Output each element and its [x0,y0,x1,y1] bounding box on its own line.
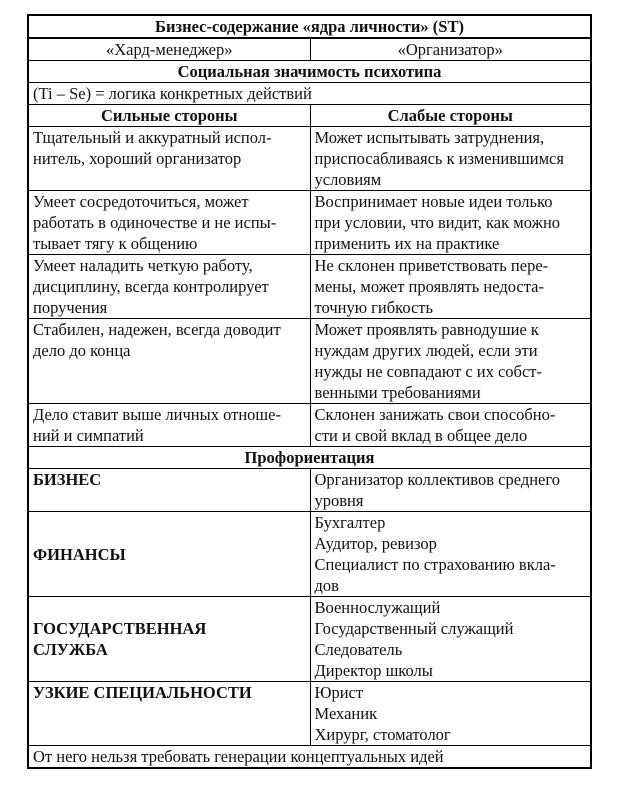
text-line: СЛУЖБА [33,640,108,659]
text-line: Следователь [314,640,403,659]
strength-cell [28,319,310,404]
career-row [28,469,591,512]
text-line: мены, может проявлять недоста- [314,277,544,296]
psychotype-table [27,14,592,769]
text-line: Может испытывать затруднения, [314,128,545,147]
text-line: Специалист по страхованию вкла- [314,555,556,574]
footer-note: От него нельзя требовать генерации концептуальных идей [28,746,591,769]
text-line: Воспринимает новые идеи только [314,192,553,211]
text-line: тывает тягу к общению [33,234,198,253]
strength-cell [28,191,310,255]
career-jobs [310,469,591,512]
strength-cell [28,404,310,447]
text-line: Умеет наладить четкую работу, [33,256,253,275]
text-line: сти и свой вклад в общее дело [314,426,528,445]
weakness-cell [310,255,591,319]
text-line: Стабилен, надежен, всегда доводит [33,320,281,339]
weakness-cell [310,191,591,255]
text-line: Не склонен приветствовать пере- [314,256,549,275]
text-line: Аудитор, ревизор [314,534,437,553]
header-weak: Слабые стороны [310,105,591,127]
text-line: условиям [314,170,382,189]
career-area [28,469,310,512]
text-line: работать в одиночестве и не испы- [33,213,277,232]
trait-row [28,191,591,255]
strength-cell [28,127,310,191]
trait-row [28,319,591,404]
career-jobs [310,512,591,597]
text-line: дисциплину, всегда контролирует [33,277,269,296]
text-line: БИЗНЕС [33,470,102,489]
text-line: Тщательный и аккуратный испол- [33,128,272,147]
career-area [28,597,310,682]
text-line: ФИНАНСЫ [33,544,126,564]
strength-cell [28,255,310,319]
text-line: ний и симпатий [33,426,144,445]
text-line: Организатор коллективов среднего [314,470,560,489]
text-line: применить их на практике [314,234,500,253]
text-line: Бухгалтер [314,513,386,532]
formula-text: (Ti – Se) = логика конкретных действий [28,83,591,105]
career-area [28,682,310,746]
text-line: ГОСУДАРСТВЕННАЯ [33,619,207,638]
trait-row [28,404,591,447]
career-jobs [310,597,591,682]
text-line: нужды не совпадают с их собст- [314,362,542,381]
section-significance: Социальная значимость психотипа [28,61,591,83]
text-line: при условии, что видит, как можно [314,213,561,232]
weakness-cell [310,404,591,447]
text-line: приспосабливаясь к изменившимся [314,149,564,168]
text-line: точную гибкость [314,298,434,317]
text-line: Может проявлять равнодушие к [314,320,539,339]
text-line: Механик [314,704,378,723]
header-strong: Сильные стороны [28,105,310,127]
text-line: Юрист [314,683,364,702]
weakness-cell [310,127,591,191]
text-line: венными требованиями [314,383,481,402]
name-right: «Организатор» [310,38,591,61]
career-jobs [310,682,591,746]
trait-row [28,127,591,191]
section-career: Профориентация [28,447,591,469]
text-line: Хирург, стоматолог [314,725,451,744]
table-title: Бизнес-содержание «ядра личности» (ST) [28,15,591,38]
text-line: Склонен занижать свои способно- [314,405,556,424]
trait-row [28,255,591,319]
text-line: уровня [314,491,364,510]
table-body [28,15,591,768]
text-line: УЗКИЕ СПЕЦИАЛЬНОСТИ [33,683,252,702]
career-row [28,597,591,682]
career-row [28,682,591,746]
text-line: Государственный служащий [314,619,514,638]
career-area [28,512,310,597]
career-row [28,512,591,597]
text-line: Директор школы [314,661,433,680]
text-line: нуждам других людей, если эти [314,341,538,360]
text-line: дело до конца [33,341,131,360]
text-line: поручения [33,298,108,317]
text-line: нитель, хороший организатор [33,149,242,168]
text-line: Умеет сосредоточиться, может [33,192,249,211]
text-line: Дело ставит выше личных отноше- [33,405,281,424]
weakness-cell [310,319,591,404]
text-line: Военнослужащий [314,598,441,617]
name-left: «Хард-менеджер» [28,38,310,61]
text-line: дов [314,576,339,595]
